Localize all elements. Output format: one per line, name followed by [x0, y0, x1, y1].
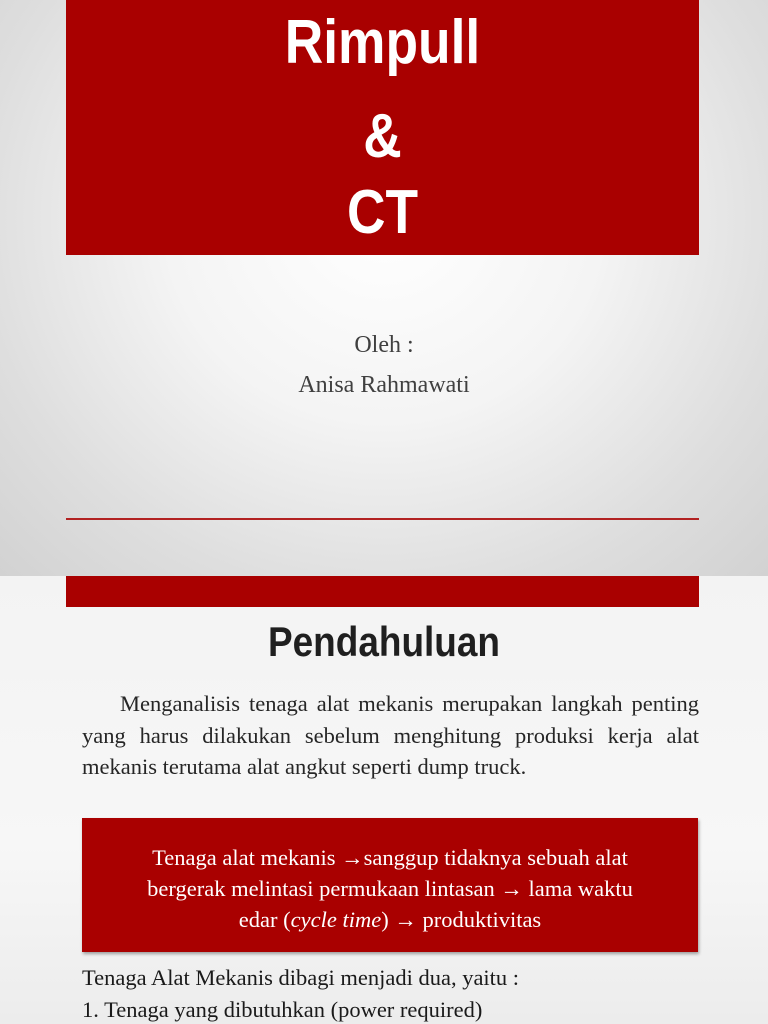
- right-arrow-icon: →: [500, 876, 523, 901]
- slide-heading: Pendahuluan: [267, 618, 501, 665]
- title-line-ct: CT: [346, 178, 419, 247]
- callout-text: Tenaga alat mekanis: [152, 845, 342, 870]
- author-name: Anisa Rahmawati: [298, 372, 470, 398]
- title-line-rimpull: Rimpull: [284, 8, 481, 77]
- title-line-ampersand: &: [363, 102, 402, 171]
- callout-italic-term: cycle time: [290, 907, 382, 932]
- callout-text: edar (: [238, 907, 291, 932]
- intro-slide: [0, 576, 768, 1024]
- list-intro: Tenaga Alat Mekanis dibagi menjadi dua, yaitu :: [82, 965, 520, 990]
- byline-label: Oleh :: [354, 332, 414, 358]
- callout-text: lama waktu: [522, 876, 633, 901]
- list-item-1: 1. Tenaga yang dibutuhkan (power required): [82, 997, 483, 1022]
- callout-line-3: [102, 904, 678, 935]
- title-box: [66, 0, 699, 255]
- callout-line-2: [102, 873, 678, 904]
- callout-text: sanggup tidaknya sebuah alat: [363, 845, 628, 870]
- callout-line-1: [102, 842, 678, 873]
- right-arrow-icon: →: [341, 845, 364, 870]
- callout-text: bergerak melintasi permukaan lintasan: [147, 876, 501, 901]
- callout-text: produktivitas: [416, 907, 542, 932]
- callout-box: [82, 818, 698, 952]
- header-band: [66, 576, 699, 607]
- divider-rule: [66, 518, 699, 520]
- intro-paragraph: Menganalisis tenaga alat mekanis merupakan langkah penting yang harus dilakukan sebelum menghitung produksi kerja alat mekanis terutama alat angkut seperti dump truck.: [82, 691, 699, 779]
- right-arrow-icon: →: [394, 907, 417, 932]
- callout-text: ): [381, 907, 395, 932]
